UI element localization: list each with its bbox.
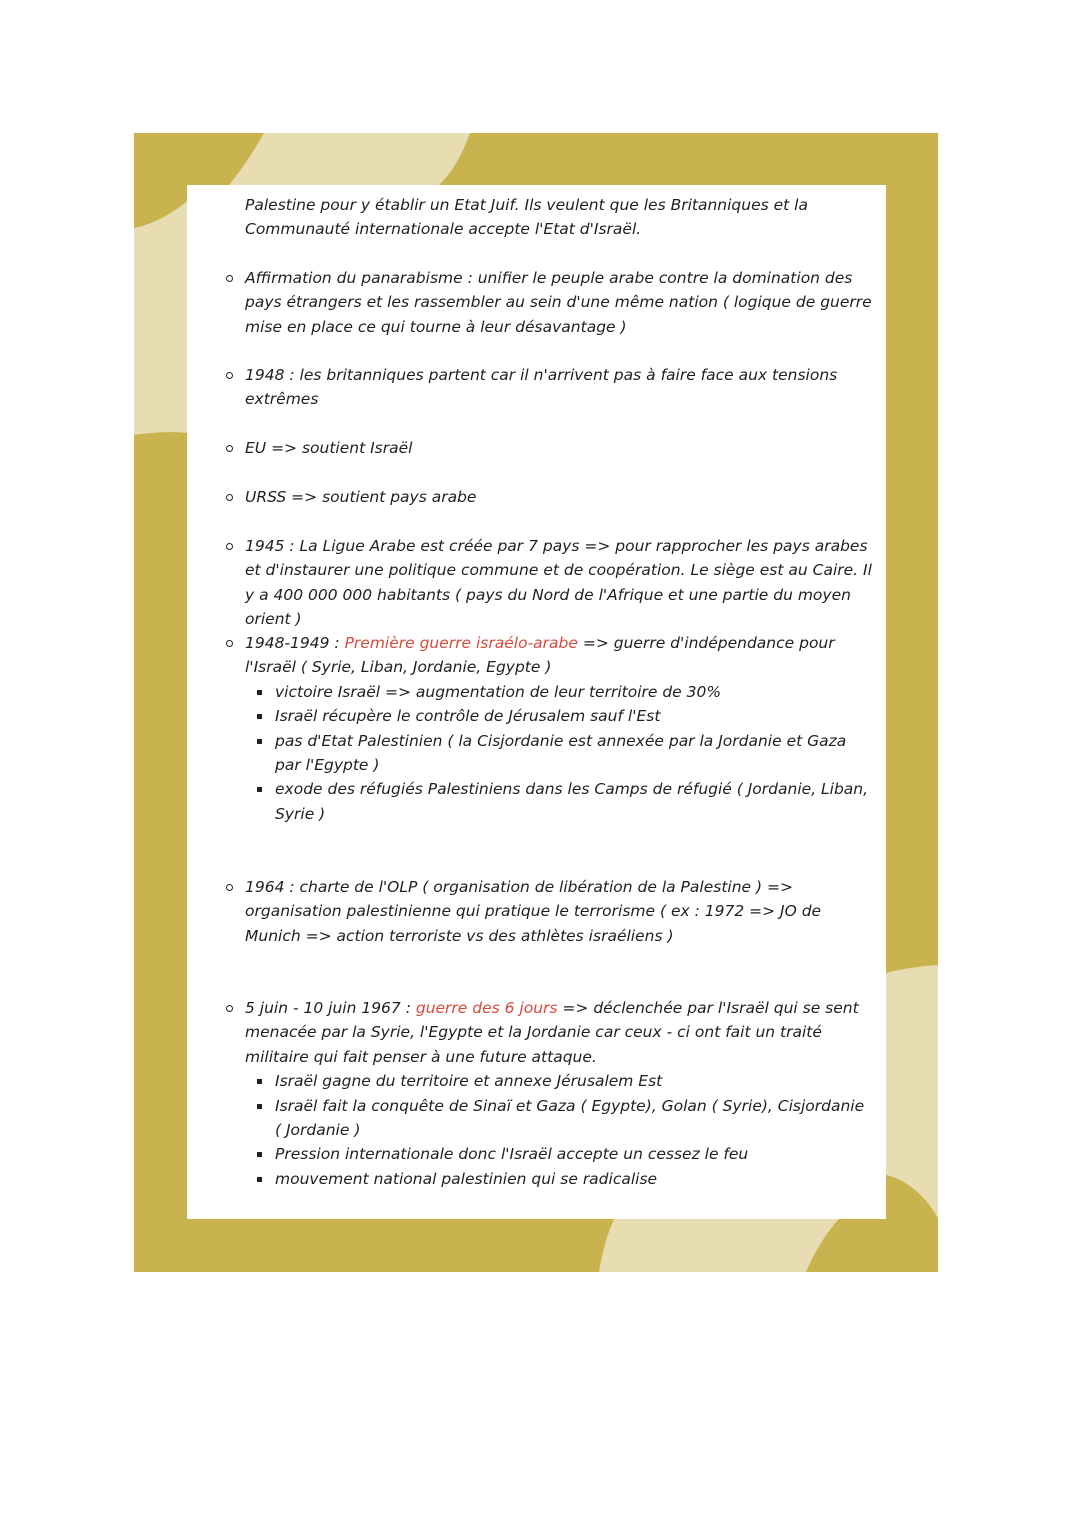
highlight-text: Première guerre israélo-arabe (344, 634, 578, 652)
sub-item-text: Israël gagne du territoire et annexe Jérusalem Est (275, 1072, 663, 1091)
circle-bullet-icon (226, 445, 233, 452)
sub-item-text: Pression internationale donc l'Israël accepte un cessez le feu (275, 1145, 749, 1164)
circle-bullet-icon (226, 494, 233, 501)
list-item-1948 (245, 363, 875, 412)
intro-paragraph: Palestine pour y établir un Etat Juif. Ils veulent que les Britanniques et la Communauté internationale accepte l'Etat d'Israël. (245, 196, 808, 239)
square-bullet-icon (257, 1079, 262, 1084)
list-item-ligue-arabe (245, 534, 875, 632)
document-page (187, 185, 886, 1219)
square-bullet-icon (257, 714, 262, 719)
list-item-eu (245, 436, 875, 460)
sub-item-text: Israël récupère le contrôle de Jérusalem sauf l'Est (275, 707, 661, 726)
sub-item (245, 1167, 875, 1191)
list-item-text: 1948 : les britanniques partent car il n'arrivent pas à faire face aux tensions extrêmes (245, 366, 838, 409)
circle-bullet-icon (226, 543, 233, 550)
sub-item (245, 704, 875, 728)
list-item-panarabisme (245, 266, 875, 339)
list-item-prefix: 1948-1949 : (245, 634, 345, 652)
list-item-urss (245, 485, 875, 509)
square-bullet-icon (257, 690, 262, 695)
sub-item-text: mouvement national palestinien qui se radicalise (275, 1169, 658, 1188)
sub-item-text: Israël fait la conquête de Sinaï et Gaza ( Egypte), Golan ( Syrie), Cisjordanie ( Jordanie ) (275, 1096, 865, 1140)
circle-bullet-icon (226, 275, 233, 282)
sub-item (245, 1142, 875, 1166)
circle-bullet-icon (226, 640, 233, 647)
list-item-guerre-6-jours (245, 996, 875, 1191)
list-item-text: URSS => soutient pays arabe (245, 488, 477, 506)
square-bullet-icon (257, 1177, 262, 1182)
list-item-suffix: => guerre d'indépendance pour l'Israël ( Syrie, Liban, Jordanie, Egypte ) (245, 634, 835, 677)
circle-bullet-icon (226, 372, 233, 379)
list-item-olp (245, 875, 875, 948)
square-bullet-icon (257, 1152, 262, 1157)
list-item-text: 1964 : charte de l'OLP ( organisation de libération de la Palestine ) => organisation palestinienne qui pratique le terrorisme ( ex : 1972 => JO de Munich => action terroriste vs des athlètes israéliens ) (245, 878, 822, 945)
sub-item-text: victoire Israël => augmentation de leur territoire de 30% (275, 682, 722, 701)
highlight-text: guerre des 6 jours (415, 999, 558, 1017)
list-item-prefix: 5 juin - 10 juin 1967 : (245, 999, 416, 1017)
sub-item (245, 729, 875, 778)
sub-item (245, 777, 875, 826)
list-item-text: 1945 : La Ligue Arabe est créée par 7 pays => pour rapprocher les pays arabes et d'instaurer une politique commune et de coopération. Le siège est au Caire. Il y a 400 000 000 habitants ( pays du Nord de l'Afrique et une partie du moyen orient ) (245, 537, 872, 629)
list-item-text: EU => soutient Israël (245, 439, 413, 457)
sub-item-text: pas d'Etat Palestinien ( la Cisjordanie est annexée par la Jordanie et Gaza par l'Egypte ) (275, 731, 847, 775)
square-bullet-icon (257, 1104, 262, 1109)
circle-bullet-icon (226, 884, 233, 891)
sub-item (245, 680, 875, 704)
square-bullet-icon (257, 739, 262, 744)
list-item-suffix: => déclenchée par l'Israël qui se sent menacée par la Syrie, l'Egypte et la Jordanie car ceux - ci ont fait un traité militaire qui fait penser à une future attaque. (245, 999, 859, 1066)
circle-bullet-icon (226, 1005, 233, 1012)
sub-item (245, 1094, 875, 1143)
list-item-premiere-guerre (245, 631, 875, 826)
sub-item-text: exode des réfugiés Palestiniens dans les Camps de réfugié ( Jordanie, Liban, Syrie ) (275, 780, 869, 823)
sub-item (245, 1069, 875, 1093)
square-bullet-icon (257, 787, 262, 792)
list-item-text: Affirmation du panarabisme : unifier le peuple arabe contre la domination des pays étrangers et les rassembler au sein d'une même nation ( logique de guerre mise en place ce qui tourne à leur désavantage ) (245, 269, 872, 336)
